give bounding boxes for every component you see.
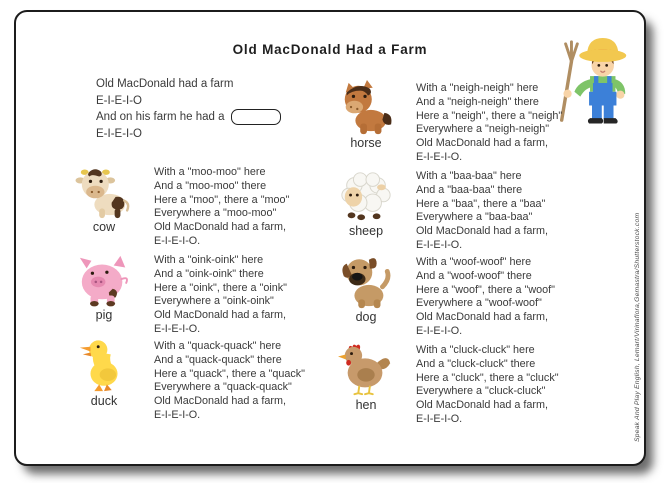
lyric-line: With a "quack-quack" here <box>154 340 282 352</box>
lyric-line: Old MacDonald had a farm, <box>416 225 549 238</box>
verse-lyrics-hen <box>416 344 559 427</box>
verse-lyrics-cow <box>154 166 289 249</box>
verse-lyrics-duck <box>154 340 305 423</box>
animal-label-duck: duck <box>90 394 118 408</box>
verse-lyrics-horse <box>416 82 562 165</box>
sheep-figure <box>320 168 412 238</box>
verse-lyrics-sheep <box>416 170 548 253</box>
lyric-line: And a "cluck-cluck" there <box>416 357 536 370</box>
lyric-line: Here a "woof", there a "woof" <box>416 283 555 296</box>
lyric-line: Everywhere a "baa-baa" <box>416 211 533 224</box>
lyric-line: And a "moo-moo" there <box>154 179 267 192</box>
intro-line-4: E-I-E-I-O <box>96 127 142 140</box>
verse-lyrics-dog <box>416 256 555 339</box>
lyric-line: With a "neigh-neigh" here <box>416 82 539 94</box>
verse-row-hen <box>320 342 559 427</box>
animal-label-cow: cow <box>92 220 116 234</box>
lyric-line: E-I-E-I-O. <box>416 150 463 163</box>
page-title: Old MacDonald Had a Farm <box>232 42 428 57</box>
lyric-line: Here a "oink", there a "oink" <box>154 281 287 294</box>
lyric-line: And a "neigh-neigh" there <box>416 95 539 108</box>
dog-figure <box>320 254 412 324</box>
intro-line-3 <box>96 109 281 126</box>
intro-line-3-text: And on his farm he had a <box>96 111 225 124</box>
verse-row-horse <box>320 80 562 165</box>
lyric-line: E-I-E-I-O. <box>416 412 463 425</box>
lyric-line: Old MacDonald had a farm, <box>416 137 549 150</box>
intro-line-1: Old MacDonald had a farm <box>96 78 234 90</box>
lyric-line: E-I-E-I-O. <box>154 234 201 247</box>
pig-figure <box>58 252 150 322</box>
lyric-line: And a "quack-quack" there <box>154 353 282 366</box>
intro-line-2: E-I-E-I-O <box>96 94 142 107</box>
lyric-line: E-I-E-I-O. <box>416 324 463 337</box>
verse-row-sheep <box>320 168 548 253</box>
pig-illustration <box>72 252 136 308</box>
animal-label-dog: dog <box>355 310 377 324</box>
worksheet-page <box>14 10 646 466</box>
lyric-line: Old MacDonald had a farm, <box>154 221 287 234</box>
lyric-line: Here a "moo", there a "moo" <box>154 193 290 206</box>
sheep-illustration <box>334 168 398 224</box>
lyric-line: Here a "neigh", there a "neigh" <box>416 109 563 122</box>
cow-figure <box>58 164 150 234</box>
lyric-line: E-I-E-I-O. <box>154 322 201 335</box>
lyric-line: Everywhere a "cluck-cluck" <box>416 385 546 398</box>
verse-row-pig <box>58 252 287 337</box>
cow-illustration <box>72 164 136 220</box>
lyric-line: Old MacDonald had a farm, <box>154 395 287 408</box>
lyric-line: Here a "baa", there a "baa" <box>416 197 546 210</box>
intro-verse <box>96 76 281 142</box>
lyric-line: Everywhere a "moo-moo" <box>154 207 277 220</box>
animal-label-pig: pig <box>95 308 113 322</box>
lyric-line: With a "woof-woof" here <box>416 256 532 268</box>
duck-illustration <box>72 338 136 394</box>
lyric-line: E-I-E-I-O. <box>416 238 463 251</box>
lyric-line: Everywhere a "oink-oink" <box>154 295 274 308</box>
dog-illustration <box>334 254 398 310</box>
fill-in-blank-box <box>231 109 281 125</box>
hen-illustration <box>334 342 398 398</box>
lyric-line: Here a "cluck", there a "cluck" <box>416 371 559 384</box>
verse-row-cow <box>58 164 289 249</box>
horse-illustration <box>334 80 398 136</box>
animal-label-horse: horse <box>350 136 382 150</box>
lyric-line: Old MacDonald had a farm, <box>416 311 549 324</box>
lyric-line: Here a "quack", there a "quack" <box>154 367 305 380</box>
lyric-line: With a "cluck-cluck" here <box>416 344 535 356</box>
hen-figure <box>320 342 412 412</box>
lyric-line: Everywhere a "woof-woof" <box>416 297 542 310</box>
lyric-line: Old MacDonald had a farm, <box>416 399 549 412</box>
lyric-line: With a "oink-oink" here <box>154 254 264 266</box>
animal-label-sheep: sheep <box>348 224 384 238</box>
lyric-line: E-I-E-I-O. <box>154 408 201 421</box>
credit-text: Speak And Play English, Lemart/Virinaflora,Gemastra/Shutterstock.com <box>634 212 641 442</box>
verse-row-dog <box>320 254 555 339</box>
lyric-line: With a "baa-baa" here <box>416 170 522 182</box>
horse-figure <box>320 80 412 150</box>
verse-lyrics-pig <box>154 254 287 337</box>
verse-row-duck <box>58 338 305 423</box>
lyric-line: Old MacDonald had a farm, <box>154 309 287 322</box>
lyric-line: Everywhere a "neigh-neigh" <box>416 123 550 136</box>
lyric-line: And a "oink-oink" there <box>154 267 264 280</box>
lyric-line: And a "baa-baa" there <box>416 183 523 196</box>
lyric-line: With a "moo-moo" here <box>154 166 266 178</box>
animal-label-hen: hen <box>355 398 377 412</box>
duck-figure <box>58 338 150 408</box>
lyric-line: And a "woof-woof" there <box>416 269 532 282</box>
lyric-line: Everywhere a "quack-quack" <box>154 381 292 394</box>
